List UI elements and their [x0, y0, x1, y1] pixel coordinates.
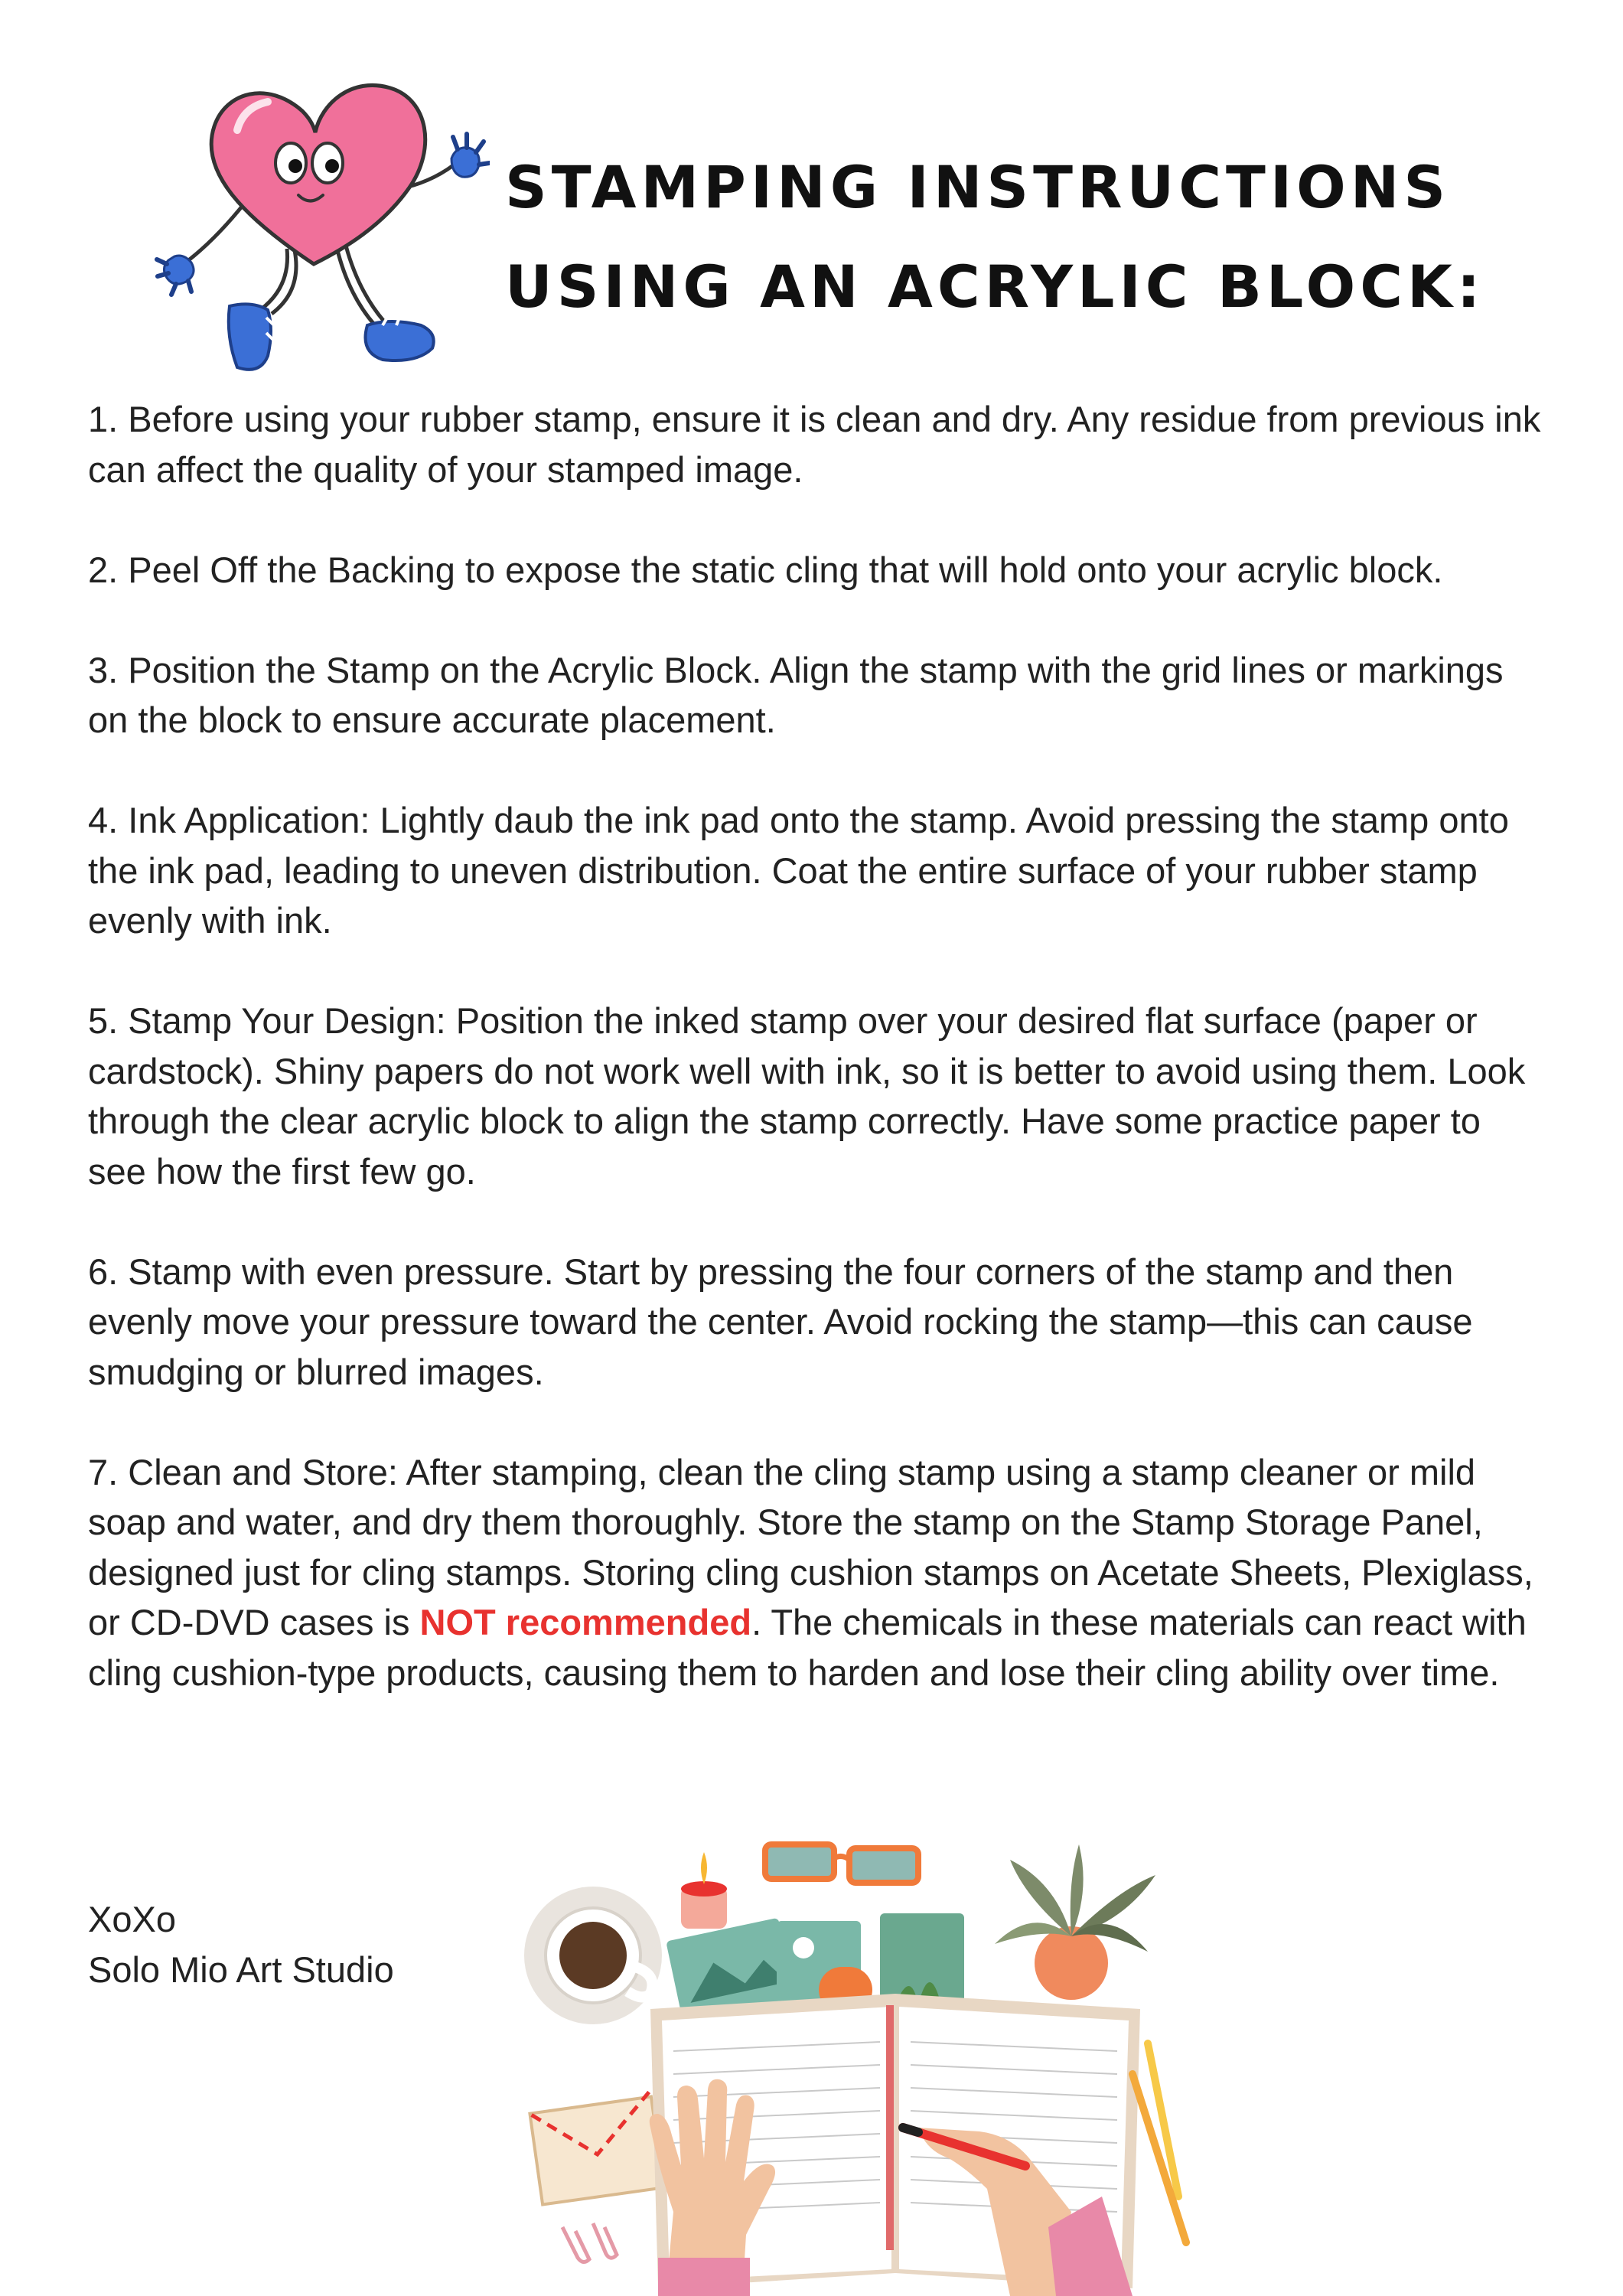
warning-text: NOT recommended [419, 1602, 752, 1642]
paperclip-icon [562, 2223, 617, 2262]
candle-icon [681, 1852, 727, 1929]
right-shoe-icon [366, 318, 434, 360]
step-4: 4. Ink Application: Lightly daub the ink pad onto the stamp. Avoid pressing the stamp onto the ink pad, leading to uneven distribution. Coat the entire surface of your rubber stamp evenly with ink. [88, 800, 1509, 941]
left-shoe-icon [229, 304, 274, 369]
page-title [505, 138, 1500, 337]
sunglasses-icon [765, 1844, 918, 1883]
signoff [88, 1894, 394, 1994]
signoff-greeting: XoXo [88, 1899, 176, 1939]
left-glove-icon [157, 256, 194, 295]
title-line-2: USING AN ACRYLIC BLOCK: [505, 253, 1485, 321]
step-2: 2. Peel Off the Backing to expose the static cling that will hold onto your acrylic block. [88, 549, 1443, 590]
right-glove-icon [451, 134, 490, 177]
signoff-studio: Solo Mio Art Studio [88, 1949, 394, 1990]
step-7-text-before: 7. Clean and Store: After stamping, clean the cling stamp using a stamp cleaner or mild soap and water, and dry them thoroughly. Store the stamp on the Stamp Storage Panel, designed just for cling stamps. Storing cling cushion stamps on Acetate Sheets, Plexiglass, or CD-DVD cases is [88, 1451, 1533, 1642]
heart-mascot-illustration [153, 73, 490, 379]
instruction-list [88, 394, 1542, 1748]
step-7-text-after: . The chemicals in these materials can react with cling cushion-type products, causing them to harden and lose their cling ability over time. [88, 1602, 1527, 1693]
step-6: 6. Stamp with even pressure. Start by pressing the four corners of the stamp and then evenly move your pressure toward the center. Avoid rocking the stamp—this can cause smudging or blurred images. [88, 1251, 1473, 1392]
pencils-icon [1133, 2043, 1186, 2242]
desk-writing-illustration [520, 1829, 1194, 2296]
title-line-1: STAMPING INSTRUCTIONS [505, 153, 1451, 221]
step-7 [88, 1447, 1542, 1698]
step-1: 1. Before using your rubber stamp, ensure it is clean and dry. Any residue from previous ink can affect the quality of your stamped image. [88, 399, 1541, 490]
step-5: 5. Stamp Your Design: Position the inked stamp over your desired flat surface (paper or cardstock). Shiny papers do not work well with ink, so it is better to avoid using them. Look through the clear acrylic block to align the stamp correctly. Have some practice paper to see how the first few go. [88, 1000, 1526, 1192]
envelope-icon [530, 2091, 663, 2205]
coffee-cup-icon [524, 1887, 662, 2024]
potted-plant-icon [995, 1844, 1155, 2000]
step-3: 3. Position the Stamp on the Acrylic Block. Align the stamp with the grid lines or markings on the block to ensure accurate placement. [88, 649, 1504, 740]
